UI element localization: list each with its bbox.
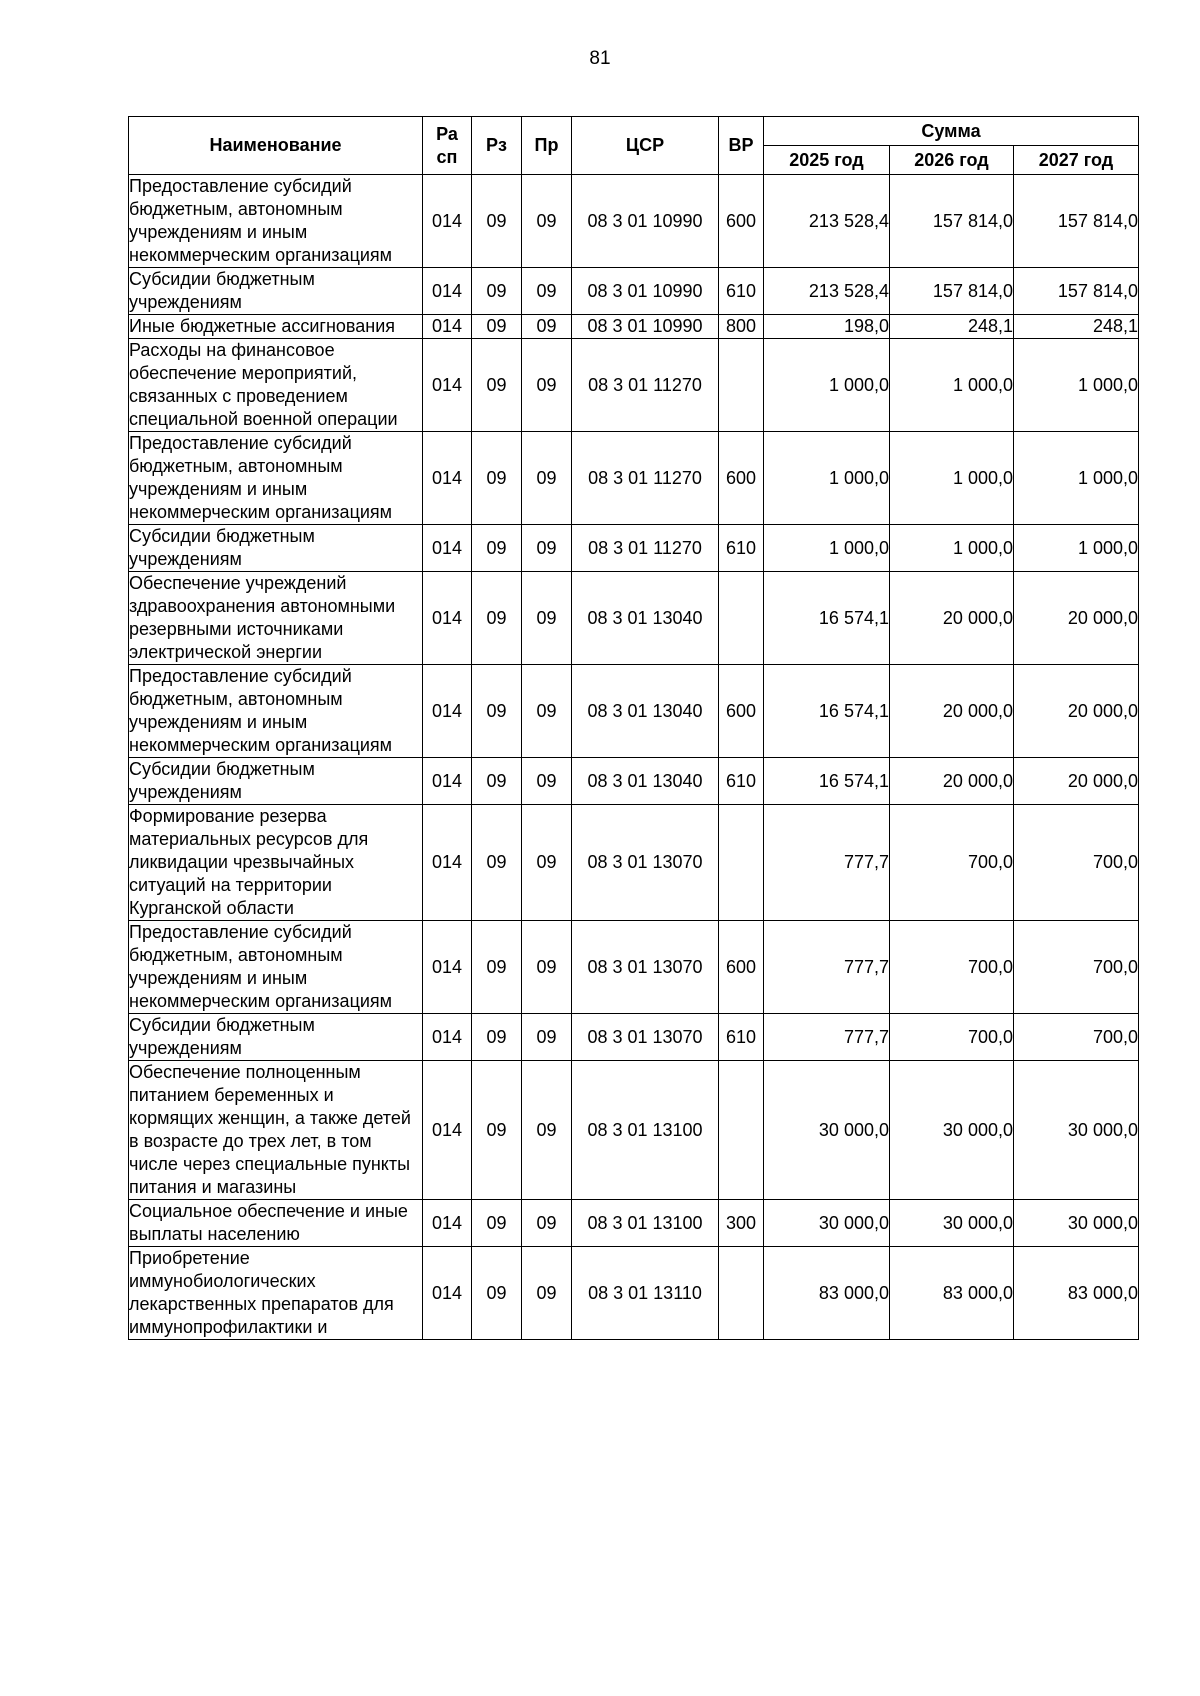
row-name: Субсидии бюджетным учреждениям bbox=[129, 1014, 423, 1061]
row-rz: 09 bbox=[472, 758, 522, 805]
table-row bbox=[129, 1247, 1139, 1340]
header-vr: ВР bbox=[719, 117, 764, 175]
header-sum: Сумма bbox=[764, 117, 1139, 146]
row-rz: 09 bbox=[472, 665, 522, 758]
row-csr: 08 3 01 13070 bbox=[572, 805, 719, 921]
header-year-2027: 2027 год bbox=[1014, 146, 1139, 175]
row-rasp: 014 bbox=[423, 1061, 472, 1200]
row-amount-2025: 16 574,1 bbox=[764, 665, 890, 758]
row-amount-2026: 83 000,0 bbox=[890, 1247, 1014, 1340]
header-year-2025: 2025 год bbox=[764, 146, 890, 175]
row-name: Предоставление субсидий бюджетным, автономным учреждениям и иным некоммерческим организациям bbox=[129, 432, 423, 525]
row-rasp: 014 bbox=[423, 1014, 472, 1061]
row-amount-2025: 1 000,0 bbox=[764, 432, 890, 525]
row-amount-2026: 20 000,0 bbox=[890, 758, 1014, 805]
row-amount-2026: 20 000,0 bbox=[890, 665, 1014, 758]
table-row bbox=[129, 525, 1139, 572]
row-pr: 09 bbox=[522, 175, 572, 268]
table-row bbox=[129, 758, 1139, 805]
row-amount-2025: 83 000,0 bbox=[764, 1247, 890, 1340]
row-csr: 08 3 01 13110 bbox=[572, 1247, 719, 1340]
row-csr: 08 3 01 10990 bbox=[572, 315, 719, 339]
row-vr: 610 bbox=[719, 268, 764, 315]
row-vr: 300 bbox=[719, 1200, 764, 1247]
row-amount-2027: 1 000,0 bbox=[1014, 432, 1139, 525]
row-vr: 610 bbox=[719, 1014, 764, 1061]
row-vr bbox=[719, 339, 764, 432]
table-row bbox=[129, 315, 1139, 339]
row-amount-2025: 30 000,0 bbox=[764, 1200, 890, 1247]
header-rz: Рз bbox=[472, 117, 522, 175]
row-vr: 610 bbox=[719, 525, 764, 572]
row-amount-2027: 83 000,0 bbox=[1014, 1247, 1139, 1340]
page-number: 81 bbox=[589, 48, 611, 69]
row-rasp: 014 bbox=[423, 805, 472, 921]
row-amount-2027: 157 814,0 bbox=[1014, 175, 1139, 268]
row-pr: 09 bbox=[522, 268, 572, 315]
row-amount-2025: 213 528,4 bbox=[764, 175, 890, 268]
row-amount-2025: 198,0 bbox=[764, 315, 890, 339]
row-amount-2025: 16 574,1 bbox=[764, 572, 890, 665]
header-name: Наименование bbox=[129, 117, 423, 175]
row-name: Субсидии бюджетным учреждениям bbox=[129, 268, 423, 315]
row-csr: 08 3 01 13040 bbox=[572, 665, 719, 758]
row-amount-2025: 1 000,0 bbox=[764, 525, 890, 572]
row-name: Предоставление субсидий бюджетным, автономным учреждениям и иным некоммерческим организациям bbox=[129, 921, 423, 1014]
row-amount-2026: 248,1 bbox=[890, 315, 1014, 339]
row-rasp: 014 bbox=[423, 315, 472, 339]
header-pr: Пр bbox=[522, 117, 572, 175]
row-amount-2026: 1 000,0 bbox=[890, 339, 1014, 432]
table-row bbox=[129, 921, 1139, 1014]
row-rz: 09 bbox=[472, 315, 522, 339]
header-year-2026: 2026 год bbox=[890, 146, 1014, 175]
row-csr: 08 3 01 10990 bbox=[572, 175, 719, 268]
row-name: Предоставление субсидий бюджетным, автономным учреждениям и иным некоммерческим организациям bbox=[129, 175, 423, 268]
row-pr: 09 bbox=[522, 1061, 572, 1200]
row-vr: 600 bbox=[719, 432, 764, 525]
row-amount-2027: 700,0 bbox=[1014, 1014, 1139, 1061]
table-row bbox=[129, 432, 1139, 525]
row-name: Формирование резерва материальных ресурсов для ликвидации чрезвычайных ситуаций на территории Курганской области bbox=[129, 805, 423, 921]
row-rz: 09 bbox=[472, 921, 522, 1014]
header-rasp bbox=[423, 117, 472, 175]
row-vr bbox=[719, 1247, 764, 1340]
row-rasp: 014 bbox=[423, 758, 472, 805]
row-csr: 08 3 01 13100 bbox=[572, 1200, 719, 1247]
row-rz: 09 bbox=[472, 525, 522, 572]
row-rz: 09 bbox=[472, 175, 522, 268]
row-name: Приобретение иммунобиологических лекарственных препаратов для иммунопрофилактики и bbox=[129, 1247, 423, 1340]
row-amount-2027: 248,1 bbox=[1014, 315, 1139, 339]
row-pr: 09 bbox=[522, 805, 572, 921]
row-vr: 600 bbox=[719, 175, 764, 268]
row-rasp: 014 bbox=[423, 432, 472, 525]
row-csr: 08 3 01 11270 bbox=[572, 339, 719, 432]
budget-table bbox=[128, 116, 1139, 1340]
row-amount-2027: 157 814,0 bbox=[1014, 268, 1139, 315]
row-vr: 600 bbox=[719, 921, 764, 1014]
row-amount-2025: 777,7 bbox=[764, 921, 890, 1014]
row-pr: 09 bbox=[522, 758, 572, 805]
row-rasp: 014 bbox=[423, 1247, 472, 1340]
header-rasp-bottom: сп bbox=[436, 146, 458, 167]
row-rz: 09 bbox=[472, 1247, 522, 1340]
row-rasp: 014 bbox=[423, 1200, 472, 1247]
row-csr: 08 3 01 13040 bbox=[572, 758, 719, 805]
row-amount-2025: 30 000,0 bbox=[764, 1061, 890, 1200]
row-vr bbox=[719, 805, 764, 921]
row-amount-2026: 700,0 bbox=[890, 1014, 1014, 1061]
row-csr: 08 3 01 13040 bbox=[572, 572, 719, 665]
table-row bbox=[129, 268, 1139, 315]
row-rz: 09 bbox=[472, 432, 522, 525]
table-row bbox=[129, 175, 1139, 268]
row-amount-2026: 1 000,0 bbox=[890, 432, 1014, 525]
row-amount-2027: 700,0 bbox=[1014, 805, 1139, 921]
row-rasp: 014 bbox=[423, 339, 472, 432]
row-csr: 08 3 01 13070 bbox=[572, 1014, 719, 1061]
row-name: Субсидии бюджетным учреждениям bbox=[129, 525, 423, 572]
row-amount-2025: 213 528,4 bbox=[764, 268, 890, 315]
table-body bbox=[129, 175, 1139, 1340]
row-vr: 610 bbox=[719, 758, 764, 805]
row-csr: 08 3 01 11270 bbox=[572, 525, 719, 572]
header-csr: ЦСР bbox=[572, 117, 719, 175]
row-amount-2027: 700,0 bbox=[1014, 921, 1139, 1014]
row-amount-2026: 700,0 bbox=[890, 921, 1014, 1014]
row-rz: 09 bbox=[472, 572, 522, 665]
row-pr: 09 bbox=[522, 921, 572, 1014]
row-rz: 09 bbox=[472, 268, 522, 315]
row-amount-2027: 20 000,0 bbox=[1014, 758, 1139, 805]
row-rz: 09 bbox=[472, 1061, 522, 1200]
row-rasp: 014 bbox=[423, 921, 472, 1014]
row-amount-2027: 20 000,0 bbox=[1014, 572, 1139, 665]
row-pr: 09 bbox=[522, 1014, 572, 1061]
row-amount-2027: 20 000,0 bbox=[1014, 665, 1139, 758]
row-rz: 09 bbox=[472, 339, 522, 432]
row-name: Расходы на финансовое обеспечение мероприятий, связанных с проведением специальной военной операции bbox=[129, 339, 423, 432]
row-amount-2025: 1 000,0 bbox=[764, 339, 890, 432]
row-pr: 09 bbox=[522, 315, 572, 339]
row-pr: 09 bbox=[522, 1247, 572, 1340]
row-amount-2027: 30 000,0 bbox=[1014, 1200, 1139, 1247]
row-csr: 08 3 01 13070 bbox=[572, 921, 719, 1014]
row-name: Социальное обеспечение и иные выплаты населению bbox=[129, 1200, 423, 1247]
row-csr: 08 3 01 10990 bbox=[572, 268, 719, 315]
row-amount-2026: 1 000,0 bbox=[890, 525, 1014, 572]
row-rz: 09 bbox=[472, 1200, 522, 1247]
row-name: Обеспечение учреждений здравоохранения автономными резервными источниками электрической энергии bbox=[129, 572, 423, 665]
row-name: Обеспечение полноценным питанием беременных и кормящих женщин, а также детей в возрасте до трех лет, в том числе через специальные пункты питания и магазины bbox=[129, 1061, 423, 1200]
row-amount-2027: 1 000,0 bbox=[1014, 339, 1139, 432]
row-pr: 09 bbox=[522, 432, 572, 525]
row-amount-2027: 1 000,0 bbox=[1014, 525, 1139, 572]
row-amount-2027: 30 000,0 bbox=[1014, 1061, 1139, 1200]
table-row bbox=[129, 665, 1139, 758]
row-amount-2025: 777,7 bbox=[764, 805, 890, 921]
table-row bbox=[129, 1061, 1139, 1200]
row-rasp: 014 bbox=[423, 268, 472, 315]
row-rasp: 014 bbox=[423, 525, 472, 572]
row-csr: 08 3 01 11270 bbox=[572, 432, 719, 525]
table-row bbox=[129, 339, 1139, 432]
row-amount-2026: 30 000,0 bbox=[890, 1061, 1014, 1200]
row-rasp: 014 bbox=[423, 572, 472, 665]
table-row bbox=[129, 805, 1139, 921]
row-amount-2025: 777,7 bbox=[764, 1014, 890, 1061]
row-name: Предоставление субсидий бюджетным, автономным учреждениям и иным некоммерческим организациям bbox=[129, 665, 423, 758]
row-rz: 09 bbox=[472, 805, 522, 921]
header-rasp-top: Ра bbox=[436, 123, 458, 144]
row-name: Субсидии бюджетным учреждениям bbox=[129, 758, 423, 805]
row-rz: 09 bbox=[472, 1014, 522, 1061]
row-csr: 08 3 01 13100 bbox=[572, 1061, 719, 1200]
row-name: Иные бюджетные ассигнования bbox=[129, 315, 423, 339]
row-amount-2026: 700,0 bbox=[890, 805, 1014, 921]
row-pr: 09 bbox=[522, 572, 572, 665]
row-rasp: 014 bbox=[423, 175, 472, 268]
row-amount-2026: 20 000,0 bbox=[890, 572, 1014, 665]
row-pr: 09 bbox=[522, 1200, 572, 1247]
row-vr: 600 bbox=[719, 665, 764, 758]
row-pr: 09 bbox=[522, 339, 572, 432]
row-amount-2026: 30 000,0 bbox=[890, 1200, 1014, 1247]
row-vr bbox=[719, 1061, 764, 1200]
table-row bbox=[129, 1014, 1139, 1061]
row-amount-2026: 157 814,0 bbox=[890, 175, 1014, 268]
row-rasp: 014 bbox=[423, 665, 472, 758]
row-amount-2025: 16 574,1 bbox=[764, 758, 890, 805]
row-vr: 800 bbox=[719, 315, 764, 339]
row-amount-2026: 157 814,0 bbox=[890, 268, 1014, 315]
table-row bbox=[129, 1200, 1139, 1247]
row-vr bbox=[719, 572, 764, 665]
row-pr: 09 bbox=[522, 665, 572, 758]
row-pr: 09 bbox=[522, 525, 572, 572]
table-row bbox=[129, 572, 1139, 665]
